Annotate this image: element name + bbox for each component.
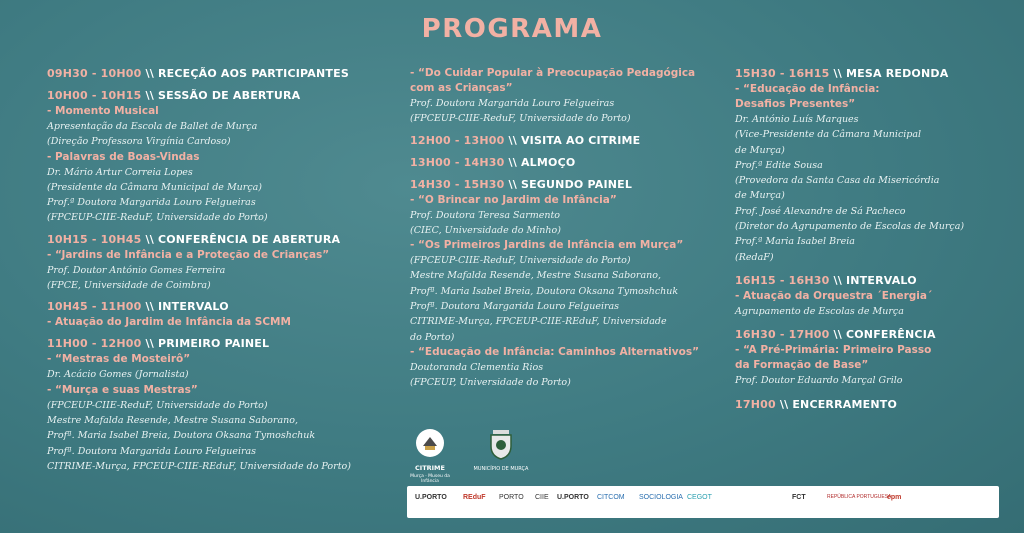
session-name: SEGUNDO PAINEL [520,177,633,191]
session-name: RECEÇÃO AOS PARTICIPANTES [157,67,349,80]
citrime-logo [408,428,452,484]
session-name: PRIMEIRO PAINEL [157,337,270,351]
item-detail: Prof.ª Doutora Margarida Louro Felgueiras [47,197,256,209]
partner-logo: U.PORTO [557,494,589,501]
separator: \\ [141,300,158,314]
item-detail: CITRIME-Murça, FPCEUP-CIIE-REduF, Universidade [410,316,667,328]
partner-logo: SOCIOLOGIA [639,494,683,501]
item-detail: Profª. Maria Isabel Breia, Doutora Oksana Tymoshchuk [47,430,316,442]
session-first-panel [47,336,397,474]
separator: \\ [829,67,846,80]
coat-of-arms-icon [487,428,515,460]
item-title: - “Educação de Infância: Caminhos Alternativos” [410,345,699,358]
partner-logo: CITCOM [597,494,625,501]
session-name: CONFERÊNCIA DE ABERTURA [157,232,341,246]
session-name: VISITA AO CITRIME [520,133,641,147]
item-detail: (Provedora da Santa Casa da Misericórdia [735,175,940,187]
session-time: 10H15 - 10H45 [47,232,142,246]
session-lunch [410,155,720,171]
program-column-1 [47,66,397,480]
item-detail: Prof.ª Maria Isabel Breia [735,236,855,248]
separator: \\ [829,328,846,342]
item-title: - “Jardins de Infância e a Proteção de Crianças” [47,248,330,261]
item-detail: Prof.ª Edite Sousa [735,159,823,171]
item-title: com as Crianças” [410,82,513,94]
item-detail: (RedaF) [735,251,774,263]
item-title: - Momento Musical [47,105,159,117]
session-break-2 [735,273,1020,319]
item-detail: (Presidente da Câmara Municipal de Murça) [47,181,263,193]
session-time: 10H45 - 11H00 [47,300,142,314]
item-detail: (Direção Professora Virgínia Cardoso) [47,136,231,148]
item-title: - “O Brincar no Jardim de Infância” [410,193,617,206]
separator: \\ [504,155,521,169]
session-name: MESA REDONDA [845,67,949,80]
partner-logo: REPÚBLICA PORTUGUESA [827,494,892,500]
citrime-label: CITRIME [415,464,445,472]
item-detail: (Diretor do Agrupamento de Escolas de Murça) [735,221,965,233]
item-detail: Prof. Doutor Eduardo Marçal Grilo [735,375,903,387]
session-time: 10H00 - 10H15 [47,89,142,102]
item-detail: de Murça) [735,190,785,202]
session-time: 14H30 - 15H30 [410,177,505,191]
separator: \\ [775,397,793,411]
session-round-table [735,66,1020,265]
session-conference [735,327,1020,388]
session-name: ALMOÇO [520,155,576,169]
item-detail: Dr. António Luís Marques [735,114,859,125]
session-name: INTERVALO [157,300,229,314]
session-time: 15H30 - 16H15 [735,67,830,80]
item-detail: Profª. Maria Isabel Breia, Doutora Oksana Tymoshchuk [410,285,679,297]
separator: \\ [829,273,846,287]
item-title: - “Mestras de Mosteirô” [47,353,191,366]
session-name: INTERVALO [845,273,917,287]
partner-logo: epm [887,494,902,501]
separator: \\ [141,67,158,80]
session-time: 09H30 - 10H00 [47,67,142,80]
session-time: 17H00 [735,397,776,411]
item-detail: (Vice-Presidente da Câmara Municipal [735,129,922,141]
session-name: ENCERRAMENTO [792,397,898,411]
item-detail: Prof. Doutora Teresa Sarmento [410,209,561,221]
separator: \\ [504,177,521,191]
session-time: 11H00 - 12H00 [47,337,142,351]
separator: \\ [141,232,158,246]
program-column-2 [410,66,720,397]
item-title: - Atuação da Orquestra ´Energia´ [735,289,933,302]
item-detail: Doutoranda Clementia Rios [410,361,544,373]
item-detail: Apresentação da Escola de Ballet de Murça [47,121,258,132]
item-detail: de Murça) [735,144,785,156]
item-detail: (FPCEUP-CIIE-ReduF, Universidade do Porto) [47,399,268,411]
separator: \\ [141,337,158,351]
item-detail: Prof. José Alexandre de Sá Pacheco [735,205,906,217]
item-title: - “Do Cuidar Popular à Preocupação Pedagógica [410,67,696,79]
item-detail: (FPCE, Universidade de Coimbra) [47,280,211,292]
item-detail: (FPCEUP-CIIE-ReduF, Universidade do Porto) [410,255,631,267]
separator: \\ [504,133,521,147]
partner-logo: PORTO [499,494,524,501]
item-title: - “A Pré-Primária: Primeiro Passo [735,344,932,357]
citrime-emblem-icon [415,428,445,458]
session-name: SESSÃO DE ABERTURA [157,89,301,102]
item-detail: do Porto) [410,331,455,343]
session-time: 13H00 - 14H30 [410,155,505,169]
item-title: Desafios Presentes” [735,98,856,110]
item-detail: (CIEC, Universidade do Minho) [410,224,561,236]
item-detail: Mestre Mafalda Resende, Mestre Susana Saborano, [410,270,661,282]
item-title: - “Murça e suas Mestras” [47,383,198,396]
session-time: 12H00 - 13H00 [410,133,505,147]
item-detail: (FPCEUP-CIIE-ReduF, Universidade do Porto) [47,212,268,224]
item-detail: Prof. Doutora Margarida Louro Felgueiras [410,98,615,109]
item-title: - “Educação de Infância: [735,83,880,95]
session-time: 16H30 - 17H00 [735,328,830,342]
item-detail: (FPCEUP, Universidade do Porto) [410,377,571,389]
program-column-3 [735,66,1020,419]
item-title: - Palavras de Boas-Vindas [47,150,200,163]
first-panel-continued [410,66,720,127]
page-title: PROGRAMA [421,14,603,44]
separator: \\ [141,89,158,102]
citrime-sub: Murça · Museu da Infância [410,474,450,484]
session-name: CONFERÊNCIA [845,328,936,342]
item-title: - Atuação do Jardim de Infância da SCMM [47,316,291,329]
partner-logos-strip [407,486,999,518]
partner-logo: U.PORTO [415,494,447,501]
municipio-label: MUNICÍPIO DE MURÇA [473,466,529,472]
organizer-logos [408,428,558,484]
partner-logo: CIIE [535,494,549,501]
item-detail: Mestre Mafalda Resende, Mestre Susana Saborano, [47,414,298,426]
partner-logo: CEGOT [687,494,712,501]
item-title: - “Os Primeiros Jardins de Infância em Murça” [410,239,684,252]
item-title: da Formação de Base” [735,359,869,372]
item-detail: Profª. Doutora Margarida Louro Felgueiras [410,301,620,313]
session-reception [47,66,397,82]
municipio-logo [466,428,536,472]
item-detail: Agrupamento de Escolas de Murça [735,305,904,317]
session-second-panel [410,177,720,391]
item-detail: Profª. Doutora Margarida Louro Felgueiras [47,445,257,457]
session-opening [47,88,397,226]
item-detail: Prof. Doutor António Gomes Ferreira [47,264,226,276]
session-break [47,299,397,330]
session-opening-conference [47,232,397,294]
item-detail: Dr. Acácio Gomes (Jornalista) [47,369,189,381]
partner-logo: FCT [792,494,806,501]
item-detail: Dr. Mário Artur Correia Lopes [47,166,193,178]
session-time: 16H15 - 16H30 [735,273,830,287]
item-detail: (FPCEUP-CIIE-ReduF, Universidade do Porto) [410,113,631,125]
session-visit [410,133,720,149]
partner-logo: REduF [463,494,486,501]
session-closing [735,397,1020,413]
item-detail: CITRIME-Murça, FPCEUP-CIIE-REduF, Universidade do Porto) [47,460,351,472]
